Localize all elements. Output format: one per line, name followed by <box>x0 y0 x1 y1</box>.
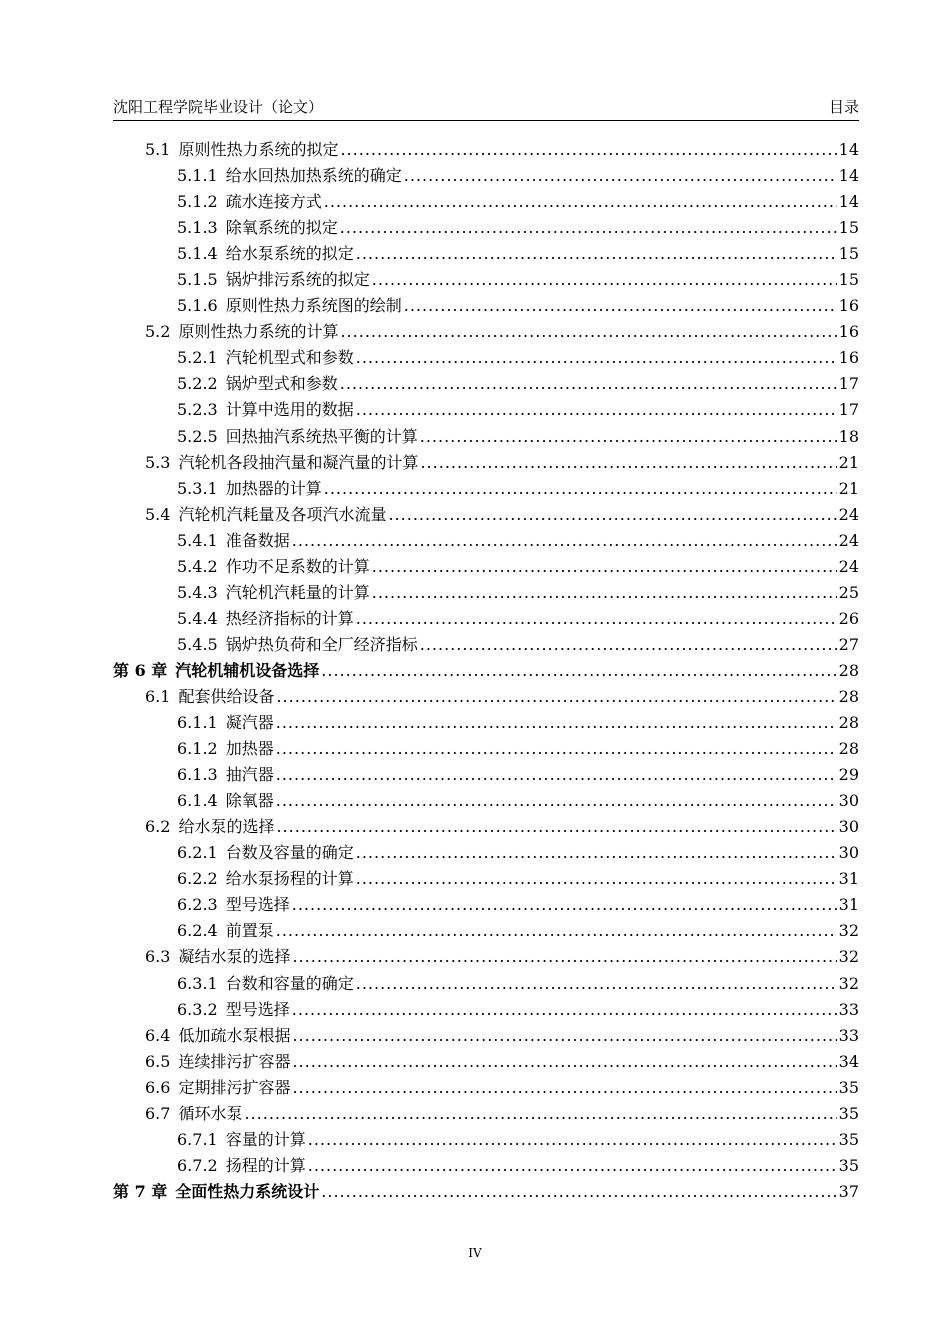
toc-leader-dots <box>292 997 837 1023</box>
toc-entry-title: 给水泵的选择 <box>178 817 275 837</box>
toc-entry-page: 18 <box>838 426 859 446</box>
toc-entry[interactable] <box>113 1101 859 1127</box>
toc-entry[interactable] <box>113 788 859 814</box>
toc-entry[interactable] <box>113 345 859 371</box>
toc-entry-number: 5.2 <box>145 322 171 342</box>
toc-entry-title: 锅炉型式和参数 <box>225 374 338 394</box>
toc-entry-number: 5.4.1 <box>177 530 218 550</box>
toc-entry-page: 21 <box>838 478 859 498</box>
toc-leader-dots <box>292 528 837 554</box>
toc-entry-title: 抽汽器 <box>225 765 274 785</box>
toc-entry-number: 6.4 <box>145 1025 171 1045</box>
toc-leader-dots <box>244 1101 836 1127</box>
toc-leader-dots <box>356 840 837 866</box>
toc-entry[interactable] <box>113 840 859 866</box>
toc-entry-page: 28 <box>838 739 859 759</box>
toc-entry-number: 6.3.2 <box>177 999 218 1019</box>
toc-entry[interactable] <box>113 397 859 423</box>
toc-entry-number: 6.1.4 <box>177 791 218 811</box>
toc-entry-number: 6.1.3 <box>177 765 218 785</box>
toc-entry-title: 型号选择 <box>225 895 290 915</box>
toc-entry-page: 24 <box>838 530 859 550</box>
toc-leader-dots <box>340 215 837 241</box>
table-of-contents <box>113 137 859 1205</box>
toc-leader-dots <box>276 762 837 788</box>
toc-entry-title: 给水泵扬程的计算 <box>225 869 354 889</box>
toc-entry-page: 14 <box>838 192 859 212</box>
toc-entry-title: 汽轮机型式和参数 <box>225 348 354 368</box>
toc-entry-page: 28 <box>838 686 859 706</box>
toc-entry-number: 6.1.2 <box>177 739 218 759</box>
toc-entry-number: 5.1.3 <box>177 218 218 238</box>
toc-entry-title: 回热抽汽系统热平衡的计算 <box>225 426 418 446</box>
toc-entry-title: 连续排污扩容器 <box>178 1051 291 1071</box>
toc-entry-title: 型号选择 <box>225 999 290 1019</box>
toc-entry[interactable] <box>113 1075 859 1101</box>
toc-leader-dots <box>340 319 836 345</box>
page-number: IV <box>468 1246 482 1260</box>
toc-entry[interactable] <box>113 137 859 163</box>
toc-entry-number: 5.4.5 <box>177 634 218 654</box>
toc-entry-page: 30 <box>838 791 859 811</box>
toc-leader-dots <box>356 866 837 892</box>
toc-entry[interactable] <box>113 736 859 762</box>
toc-leader-dots <box>372 554 837 580</box>
toc-entry-title: 低加疏水泵根据 <box>178 1025 291 1045</box>
toc-entry-number: 5.2.1 <box>177 348 218 368</box>
toc-entry-title: 凝结水泵的选择 <box>178 947 291 967</box>
toc-entry[interactable] <box>113 371 859 397</box>
toc-entry-page: 35 <box>838 1155 859 1175</box>
toc-entry-page: 32 <box>838 947 859 967</box>
toc-entry-page: 15 <box>838 244 859 264</box>
toc-entry-title: 加热器 <box>225 739 274 759</box>
toc-entry[interactable] <box>113 293 859 319</box>
toc-entry-number: 6.3 <box>145 947 171 967</box>
toc-leader-dots <box>324 476 837 502</box>
toc-entry-page: 14 <box>838 166 859 186</box>
toc-leader-dots <box>276 736 837 762</box>
toc-entry-title: 凝汽器 <box>225 713 274 733</box>
toc-entry[interactable] <box>113 528 859 554</box>
toc-leader-dots <box>404 293 837 319</box>
toc-entry-title: 给水泵系统的拟定 <box>225 244 354 264</box>
toc-entry-page: 15 <box>838 218 859 238</box>
toc-entry-page: 33 <box>838 999 859 1019</box>
toc-entry-number: 6.2.1 <box>177 843 218 863</box>
toc-leader-dots <box>292 892 837 918</box>
toc-entry-page: 30 <box>838 817 859 837</box>
toc-entry-number: 6.2 <box>145 817 171 837</box>
toc-entry-title: 原则性热力系统的计算 <box>178 322 339 342</box>
toc-leader-dots <box>308 1153 837 1179</box>
toc-entry[interactable] <box>113 866 859 892</box>
toc-leader-dots <box>420 424 837 450</box>
toc-leader-dots <box>276 788 837 814</box>
toc-entry[interactable] <box>113 658 859 684</box>
toc-entry-title: 加热器的计算 <box>225 478 322 498</box>
toc-leader-dots <box>292 1075 836 1101</box>
toc-entry-page: 16 <box>838 322 859 342</box>
toc-leader-dots <box>321 1179 836 1205</box>
toc-entry-number: 5.4.4 <box>177 608 218 628</box>
toc-entry[interactable] <box>113 684 859 710</box>
toc-entry-page: 34 <box>838 1051 859 1071</box>
toc-entry-title: 给水回热加热系统的确定 <box>225 166 402 186</box>
toc-entry-page: 28 <box>838 713 859 733</box>
toc-leader-dots <box>404 163 837 189</box>
toc-leader-dots <box>276 710 837 736</box>
toc-entry[interactable] <box>113 450 859 476</box>
toc-entry-title: 原则性热力系统的拟定 <box>178 140 339 159</box>
toc-entry-number: 5.2.5 <box>177 426 218 446</box>
toc-entry[interactable] <box>113 580 859 606</box>
toc-entry-title: 容量的计算 <box>225 1129 306 1149</box>
toc-entry-title: 汽轮机各段抽汽量和凝汽量的计算 <box>178 452 419 472</box>
toc-entry-page: 31 <box>838 869 859 889</box>
toc-entry[interactable] <box>113 554 859 580</box>
toc-leader-dots <box>324 189 837 215</box>
toc-entry-number: 5.3.1 <box>177 478 218 498</box>
toc-entry-title: 台数和容量的确定 <box>225 973 354 993</box>
toc-entry-title: 扬程的计算 <box>225 1155 306 1175</box>
toc-entry-title: 前置泵 <box>225 921 274 941</box>
header-title: 沈阳工程学院毕业设计（论文） <box>113 98 324 116</box>
toc-entry-title: 疏水连接方式 <box>225 192 322 212</box>
toc-entry-number: 6.2.3 <box>177 895 218 915</box>
toc-entry-title: 除氧系统的拟定 <box>225 218 338 238</box>
toc-entry-title: 汽轮机汽耗量及各项汽水流量 <box>178 504 387 524</box>
toc-entry-page: 35 <box>838 1103 859 1123</box>
toc-entry[interactable] <box>113 1049 859 1075</box>
toc-entry-title: 准备数据 <box>225 530 290 550</box>
toc-entry[interactable] <box>113 319 859 345</box>
toc-entry[interactable] <box>113 1153 859 1179</box>
toc-entry[interactable] <box>113 997 859 1023</box>
page-header <box>113 96 859 121</box>
toc-entry[interactable] <box>113 892 859 918</box>
toc-entry-page: 17 <box>838 374 859 394</box>
toc-entry-page: 24 <box>838 556 859 576</box>
toc-entry[interactable] <box>113 1127 859 1153</box>
toc-entry-title: 热经济指标的计算 <box>225 608 354 628</box>
toc-entry[interactable] <box>113 476 859 502</box>
toc-leader-dots <box>356 606 837 632</box>
toc-entry[interactable] <box>113 710 859 736</box>
toc-entry-page: 32 <box>838 921 859 941</box>
toc-entry-number: 第 7 章 <box>113 1181 168 1201</box>
toc-entry-page: 16 <box>838 348 859 368</box>
toc-leader-dots <box>276 814 836 840</box>
toc-entry-title: 台数及容量的确定 <box>225 843 354 863</box>
toc-entry-number: 5.1.1 <box>177 166 218 186</box>
toc-entry-page: 30 <box>838 843 859 863</box>
toc-entry-title: 定期排污扩容器 <box>178 1077 291 1097</box>
toc-entry-page: 21 <box>838 452 859 472</box>
toc-entry-title: 计算中选用的数据 <box>225 400 354 420</box>
toc-leader-dots <box>372 267 837 293</box>
toc-leader-dots <box>340 371 837 397</box>
toc-entry[interactable] <box>113 267 859 293</box>
toc-entry-page: 32 <box>838 973 859 993</box>
toc-entry-number: 5.4.2 <box>177 556 218 576</box>
toc-entry-title: 全面性热力系统设计 <box>175 1181 320 1201</box>
header-section: 目录 <box>828 98 859 116</box>
toc-entry-title: 配套供给设备 <box>178 686 275 706</box>
toc-entry-number: 6.2.2 <box>177 869 218 889</box>
toc-entry-number: 5.2.3 <box>177 400 218 420</box>
toc-leader-dots <box>356 241 837 267</box>
toc-entry-page: 35 <box>838 1077 859 1097</box>
toc-entry-number: 5.1.4 <box>177 244 218 264</box>
toc-entry-number: 6.3.1 <box>177 973 218 993</box>
toc-leader-dots <box>388 502 836 528</box>
toc-entry-page: 24 <box>838 504 859 524</box>
toc-entry-title: 汽轮机辅机设备选择 <box>175 660 320 680</box>
toc-entry[interactable] <box>113 971 859 997</box>
toc-entry-page: 29 <box>838 765 859 785</box>
toc-entry-page: 35 <box>838 1129 859 1149</box>
toc-entry-title: 锅炉排污系统的拟定 <box>225 270 370 290</box>
toc-entry-page: 17 <box>838 400 859 420</box>
toc-entry-number: 5.1 <box>145 140 171 159</box>
toc-entry-number: 6.7 <box>145 1103 171 1123</box>
toc-entry[interactable] <box>113 632 859 658</box>
toc-entry-number: 5.1.2 <box>177 192 218 212</box>
toc-entry[interactable] <box>113 241 859 267</box>
toc-leader-dots <box>292 944 836 970</box>
toc-leader-dots <box>321 658 836 684</box>
toc-entry-number: 5.2.2 <box>177 374 218 394</box>
toc-entry-number: 6.2.4 <box>177 921 218 941</box>
toc-entry[interactable] <box>113 215 859 241</box>
toc-leader-dots <box>372 580 837 606</box>
toc-entry-page: 15 <box>838 270 859 290</box>
toc-leader-dots <box>340 137 836 163</box>
toc-leader-dots <box>420 450 836 476</box>
toc-entry-title: 作功不足系数的计算 <box>225 556 370 576</box>
toc-leader-dots <box>292 1023 836 1049</box>
toc-entry[interactable] <box>113 189 859 215</box>
toc-entry-page: 14 <box>838 140 859 159</box>
toc-entry-number: 5.1.5 <box>177 270 218 290</box>
toc-entry[interactable] <box>113 606 859 632</box>
toc-leader-dots <box>420 632 837 658</box>
toc-leader-dots <box>356 397 837 423</box>
toc-entry-number: 6.6 <box>145 1077 171 1097</box>
toc-entry-number: 5.4 <box>145 504 171 524</box>
toc-entry[interactable] <box>113 1023 859 1049</box>
toc-entry-title: 汽轮机汽耗量的计算 <box>225 582 370 602</box>
toc-entry-page: 25 <box>838 582 859 602</box>
toc-entry-title: 锅炉热负荷和全厂经济指标 <box>225 634 418 654</box>
toc-leader-dots <box>276 684 836 710</box>
toc-entry-page: 16 <box>838 296 859 316</box>
toc-entry-page: 33 <box>838 1025 859 1045</box>
toc-entry-number: 6.7.2 <box>177 1155 218 1175</box>
toc-entry-number: 5.4.3 <box>177 582 218 602</box>
toc-entry-number: 6.1 <box>145 686 171 706</box>
toc-entry[interactable] <box>113 814 859 840</box>
toc-entry-page: 28 <box>838 660 859 680</box>
toc-leader-dots <box>356 345 837 371</box>
toc-leader-dots <box>292 1049 836 1075</box>
toc-entry-page: 26 <box>838 608 859 628</box>
toc-entry[interactable] <box>113 502 859 528</box>
toc-entry-number: 5.3 <box>145 452 171 472</box>
toc-entry-title: 循环水泵 <box>178 1103 243 1123</box>
toc-entry[interactable] <box>113 918 859 944</box>
toc-entry-page: 37 <box>838 1181 859 1201</box>
toc-entry[interactable] <box>113 762 859 788</box>
toc-entry-number: 6.1.1 <box>177 713 218 733</box>
toc-entry-page: 27 <box>838 634 859 654</box>
toc-entry[interactable] <box>113 424 859 450</box>
toc-entry-page: 31 <box>838 895 859 915</box>
toc-entry-number: 6.5 <box>145 1051 171 1071</box>
toc-entry[interactable] <box>113 163 859 189</box>
toc-entry-number: 6.7.1 <box>177 1129 218 1149</box>
toc-entry-number: 第 6 章 <box>113 660 168 680</box>
toc-leader-dots <box>276 918 837 944</box>
toc-entry[interactable] <box>113 1179 859 1205</box>
toc-leader-dots <box>308 1127 837 1153</box>
toc-entry-number: 5.1.6 <box>177 296 218 316</box>
toc-entry-title: 原则性热力系统图的绘制 <box>225 296 402 316</box>
toc-entry[interactable] <box>113 944 859 970</box>
toc-entry-title: 除氧器 <box>225 791 274 811</box>
toc-leader-dots <box>356 971 837 997</box>
